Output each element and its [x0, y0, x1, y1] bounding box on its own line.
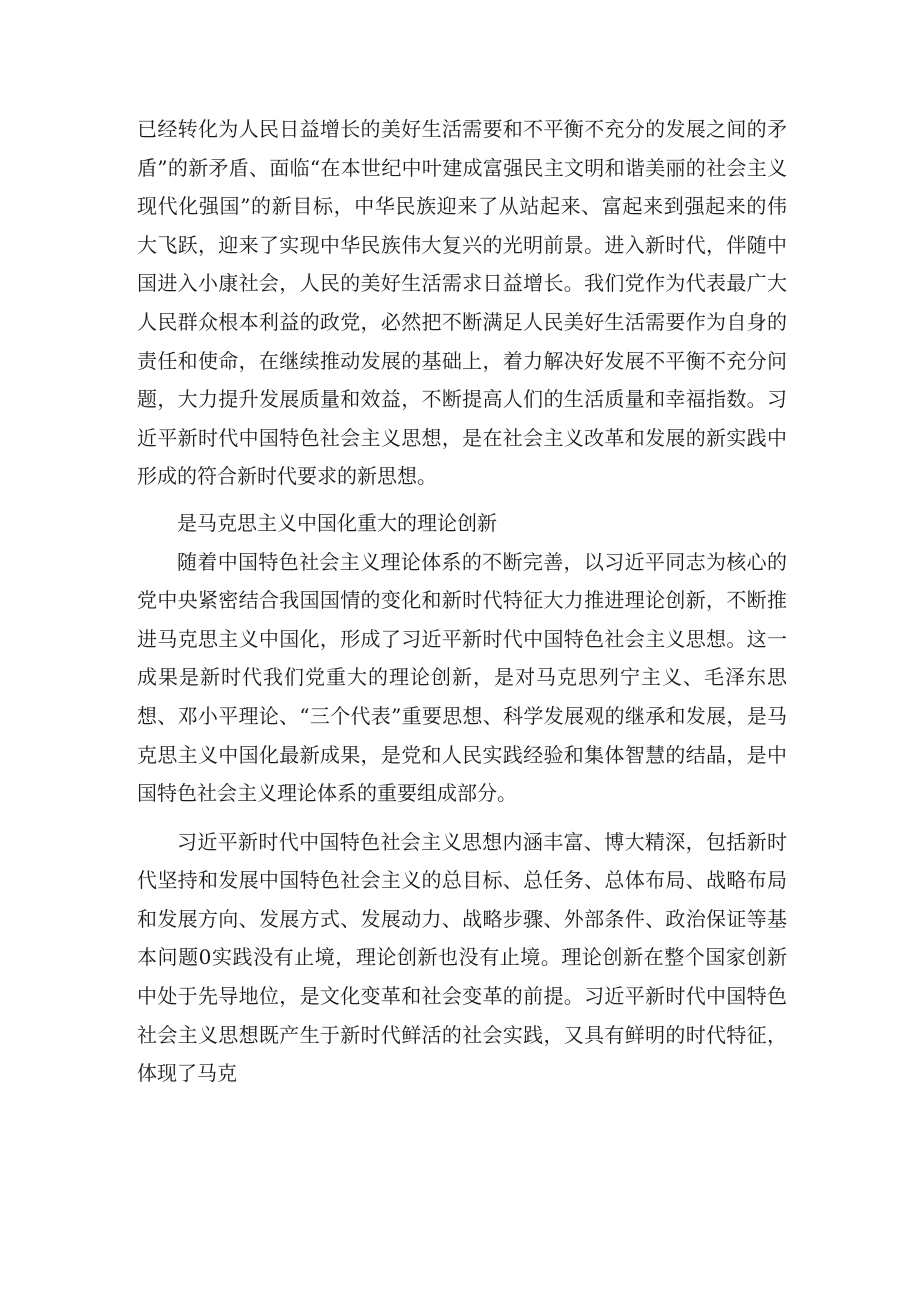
body-paragraph: 习近平新时代中国特色社会主义思想内涵丰富、博大精深，包括新时代坚持和发展中国特色社会主义的总目标、总任务、总体布局、战略布局和发展方向、发展方式、发展动力、战略步骤、外部条件、政治保证等基本问题0实践没有止境，理论创新也没有止境。理论创新在整个国家创新中处于先导地位，是文化变革和社会变革的前提。习近平新时代中国特色社会主义思想既产生于新时代鲜活的社会实践，又具有鲜明的时代特征，体现了马克 — [137, 829, 787, 1086]
body-paragraph: 随着中国特色社会主义理论体系的不断完善，以习近平同志为核心的党中央紧密结合我国国情的变化和新时代特征大力推进理论创新，不断推进马克思主义中国化，形成了习近平新时代中国特色社会主义思想。这一成果是新时代我们党重大的理论创新，是对马克思列宁主义、毛泽东思想、邓小平理论、“三个代表”重要思想、科学发展观的继承和发展，是马克思主义中国化最新成果，是党和人民实践经验和集体智慧的结晶，是中国特色社会主义理论体系的重要组成部分。 — [137, 549, 787, 806]
body-paragraph: 已经转化为人民日益增长的美好生活需要和不平衡不充分的发展之间的矛盾”的新矛盾、面临“在本世纪中叶建成富强民主文明和谐美丽的社会主义现代化强国”的新目标，中华民族迎来了从站起来、富起来到强起来的伟大飞跃，迎来了实现中华民族伟大复兴的光明前景。进入新时代，伴随中国进入小康社会，人民的美好生活需求日益增长。我们党作为代表最广大人民群众根本利益的政党，必然把不断满足人民美好生活需要作为自身的责任和使命，在继续推动发展的基础上，着力解决好发展不平衡不充分问题，大力提升发展质量和效益，不断提高人们的生活质量和幸福指数。习近平新时代中国特色社会主义思想，是在社会主义改革和发展的新实践中形成的符合新时代要求的新思想。 — [137, 117, 787, 489]
section-heading: 是马克思主义中国化重大的理论创新 — [177, 510, 497, 535]
document-page — [137, 110, 787, 1093]
